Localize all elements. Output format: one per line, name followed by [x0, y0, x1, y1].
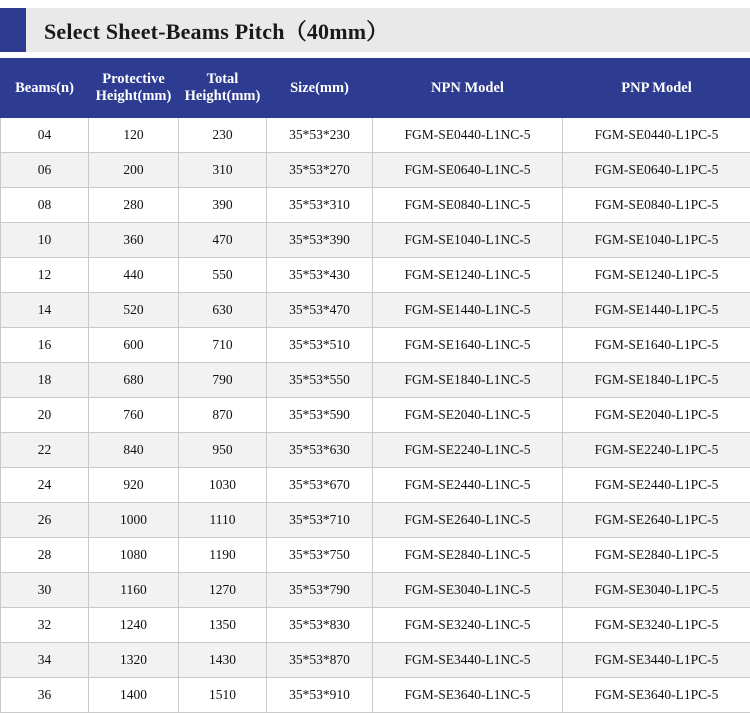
- table-cell: 35*53*230: [267, 118, 373, 153]
- table-cell: 710: [179, 328, 267, 363]
- table-row: [1, 538, 750, 573]
- table-cell: 14: [1, 293, 89, 328]
- table-row: [1, 223, 750, 258]
- table-cell: FGM-SE2840-L1NC-5: [373, 538, 563, 573]
- table-cell: FGM-SE0440-L1NC-5: [373, 118, 563, 153]
- table-cell: FGM-SE3240-L1PC-5: [563, 608, 750, 643]
- table-row: [1, 503, 750, 538]
- table-cell: 08: [1, 188, 89, 223]
- table-cell: FGM-SE1440-L1PC-5: [563, 293, 750, 328]
- table-cell: FGM-SE0640-L1PC-5: [563, 153, 750, 188]
- table-cell: FGM-SE2840-L1PC-5: [563, 538, 750, 573]
- table-cell: 35*53*390: [267, 223, 373, 258]
- table-cell: 35*53*270: [267, 153, 373, 188]
- table-cell: FGM-SE1440-L1NC-5: [373, 293, 563, 328]
- table-cell: 1030: [179, 468, 267, 503]
- table-cell: 950: [179, 433, 267, 468]
- table-cell: FGM-SE1640-L1NC-5: [373, 328, 563, 363]
- table-cell: FGM-SE2240-L1NC-5: [373, 433, 563, 468]
- table-cell: 200: [89, 153, 179, 188]
- column-header-line: Beams(n): [15, 80, 74, 96]
- table-cell: 230: [179, 118, 267, 153]
- table-cell: 390: [179, 188, 267, 223]
- table-cell: 35*53*750: [267, 538, 373, 573]
- table-cell: FGM-SE3640-L1PC-5: [563, 678, 750, 713]
- table-body: [1, 118, 750, 713]
- table-cell: 34: [1, 643, 89, 678]
- column-header-1: [89, 59, 179, 118]
- table-cell: FGM-SE2440-L1NC-5: [373, 468, 563, 503]
- table-row: [1, 468, 750, 503]
- table-cell: 280: [89, 188, 179, 223]
- table-cell: 470: [179, 223, 267, 258]
- table-row: [1, 678, 750, 713]
- table-cell: 35*53*870: [267, 643, 373, 678]
- table-cell: 920: [89, 468, 179, 503]
- title-accent-bar: [0, 8, 26, 52]
- table-cell: 35*53*710: [267, 503, 373, 538]
- table-cell: 35*53*790: [267, 573, 373, 608]
- table-cell: FGM-SE1040-L1NC-5: [373, 223, 563, 258]
- column-header-2: [179, 59, 267, 118]
- column-header-4: [373, 59, 563, 118]
- table-cell: 680: [89, 363, 179, 398]
- table-cell: 35*53*590: [267, 398, 373, 433]
- table-row: [1, 188, 750, 223]
- table-cell: 35*53*310: [267, 188, 373, 223]
- table-cell: 12: [1, 258, 89, 293]
- table-cell: FGM-SE3240-L1NC-5: [373, 608, 563, 643]
- table-cell: 360: [89, 223, 179, 258]
- table-cell: 630: [179, 293, 267, 328]
- table-row: [1, 153, 750, 188]
- table-cell: 1080: [89, 538, 179, 573]
- table-cell: 16: [1, 328, 89, 363]
- table-row: [1, 643, 750, 678]
- table-cell: FGM-SE0840-L1NC-5: [373, 188, 563, 223]
- table-row: [1, 573, 750, 608]
- table-cell: 870: [179, 398, 267, 433]
- table-cell: FGM-SE1240-L1PC-5: [563, 258, 750, 293]
- table-cell: 1510: [179, 678, 267, 713]
- table-cell: FGM-SE3440-L1PC-5: [563, 643, 750, 678]
- column-header-3: [267, 59, 373, 118]
- table-row: [1, 608, 750, 643]
- table-row: [1, 118, 750, 153]
- table-cell: 10: [1, 223, 89, 258]
- table-cell: FGM-SE2040-L1NC-5: [373, 398, 563, 433]
- table-header: [1, 59, 750, 118]
- table-row: [1, 258, 750, 293]
- table-cell: 35*53*430: [267, 258, 373, 293]
- column-header-line: Total: [207, 71, 239, 87]
- table-cell: 120: [89, 118, 179, 153]
- table-cell: 35*53*550: [267, 363, 373, 398]
- table-cell: 1190: [179, 538, 267, 573]
- table-row: [1, 433, 750, 468]
- column-header-line: Height(mm): [185, 88, 261, 104]
- table-cell: FGM-SE0840-L1PC-5: [563, 188, 750, 223]
- table-cell: FGM-SE3640-L1NC-5: [373, 678, 563, 713]
- table-cell: 35*53*510: [267, 328, 373, 363]
- table-cell: 790: [179, 363, 267, 398]
- table-cell: 35*53*830: [267, 608, 373, 643]
- table-cell: FGM-SE2040-L1PC-5: [563, 398, 750, 433]
- table-cell: FGM-SE0640-L1NC-5: [373, 153, 563, 188]
- table-cell: 840: [89, 433, 179, 468]
- table-cell: FGM-SE1840-L1NC-5: [373, 363, 563, 398]
- table-cell: 22: [1, 433, 89, 468]
- table-cell: 1350: [179, 608, 267, 643]
- table-cell: 1320: [89, 643, 179, 678]
- table-cell: FGM-SE2640-L1NC-5: [373, 503, 563, 538]
- table-cell: 520: [89, 293, 179, 328]
- table-cell: 35*53*470: [267, 293, 373, 328]
- table-cell: 32: [1, 608, 89, 643]
- table-cell: FGM-SE3040-L1NC-5: [373, 573, 563, 608]
- table-cell: 35*53*910: [267, 678, 373, 713]
- table-row: [1, 293, 750, 328]
- page-title-bar: [0, 8, 750, 52]
- table-row: [1, 398, 750, 433]
- table-row: [1, 328, 750, 363]
- table-row: [1, 363, 750, 398]
- table-cell: 1160: [89, 573, 179, 608]
- table-cell: FGM-SE2440-L1PC-5: [563, 468, 750, 503]
- column-header-0: [1, 59, 89, 118]
- table-cell: FGM-SE1840-L1PC-5: [563, 363, 750, 398]
- table-cell: FGM-SE3440-L1NC-5: [373, 643, 563, 678]
- table-cell: 20: [1, 398, 89, 433]
- table-cell: 30: [1, 573, 89, 608]
- table-cell: 04: [1, 118, 89, 153]
- column-header-line: Size(mm): [290, 80, 349, 96]
- column-header-line: NPN Model: [431, 80, 504, 96]
- table-cell: 1110: [179, 503, 267, 538]
- document-page: [0, 8, 750, 607]
- table-cell: 1430: [179, 643, 267, 678]
- table-cell: 760: [89, 398, 179, 433]
- table-cell: 1240: [89, 608, 179, 643]
- column-header-line: Height(mm): [96, 88, 172, 104]
- table-cell: FGM-SE3040-L1PC-5: [563, 573, 750, 608]
- table-cell: 35*53*670: [267, 468, 373, 503]
- table-header-row: [1, 59, 750, 118]
- table-cell: 440: [89, 258, 179, 293]
- table-cell: 36: [1, 678, 89, 713]
- table-cell: 18: [1, 363, 89, 398]
- table-cell: FGM-SE1240-L1NC-5: [373, 258, 563, 293]
- table-cell: 1270: [179, 573, 267, 608]
- page-title: Select Sheet-Beams Pitch（40mm）: [26, 8, 750, 52]
- table-cell: 26: [1, 503, 89, 538]
- column-header-line: PNP Model: [621, 80, 691, 96]
- table-cell: FGM-SE0440-L1PC-5: [563, 118, 750, 153]
- column-header-line: Protective: [102, 71, 165, 87]
- table-cell: FGM-SE1040-L1PC-5: [563, 223, 750, 258]
- table-cell: 35*53*630: [267, 433, 373, 468]
- table-cell: 310: [179, 153, 267, 188]
- table-cell: 550: [179, 258, 267, 293]
- table-cell: 06: [1, 153, 89, 188]
- table-cell: 600: [89, 328, 179, 363]
- spec-table: [0, 58, 750, 713]
- table-cell: FGM-SE1640-L1PC-5: [563, 328, 750, 363]
- table-cell: 1000: [89, 503, 179, 538]
- table-cell: 28: [1, 538, 89, 573]
- table-cell: FGM-SE2240-L1PC-5: [563, 433, 750, 468]
- table-cell: 1400: [89, 678, 179, 713]
- column-header-5: [563, 59, 750, 118]
- table-cell: FGM-SE2640-L1PC-5: [563, 503, 750, 538]
- table-cell: 24: [1, 468, 89, 503]
